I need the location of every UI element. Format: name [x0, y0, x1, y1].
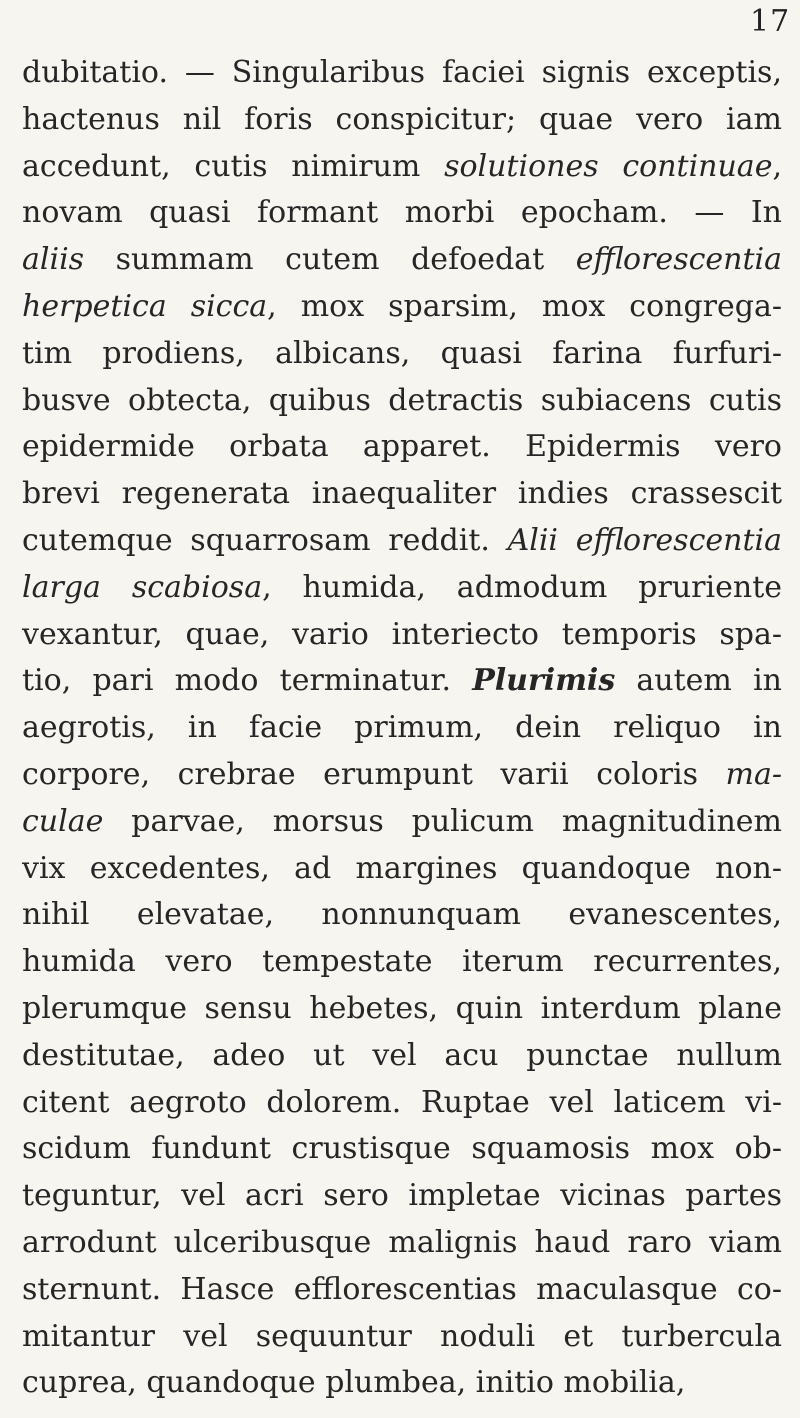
- text-line: [22, 1267, 782, 1314]
- text-line: [22, 518, 782, 565]
- text-segment: busve obtecta, quibus detractis subiacens cutis: [22, 382, 782, 418]
- text-segment: sternunt. Hasce efflorescentias maculasque co-: [22, 1271, 782, 1307]
- text-line: [22, 331, 782, 378]
- text-line: [22, 144, 782, 191]
- emphasized-text: culae: [22, 803, 104, 839]
- text-segment: nihil elevatae, nonnunquam evanescentes,: [22, 897, 782, 933]
- text-line: [22, 1360, 782, 1407]
- text-segment: tim prodiens, albicans, quasi farina furfuri-: [22, 335, 782, 371]
- emphasized-text: Alii: [507, 522, 559, 558]
- text-segment: brevi regenerata inaequaliter indies crassescit: [22, 476, 782, 512]
- text-segment: destitutae, adeo ut vel acu punctae nullum: [22, 1037, 782, 1073]
- page-number: 17: [750, 4, 791, 39]
- text-segment: novam quasi formant morbi epocham. — In: [22, 195, 782, 231]
- text-segment: aegrotis, in facie primum, dein reliquo in: [22, 710, 782, 746]
- text-segment: hactenus nil foris conspicitur; quae vero iam: [22, 101, 782, 137]
- text-line: [22, 939, 782, 986]
- text-line: [22, 705, 782, 752]
- text-segment: summam cutem defoedat: [84, 242, 576, 278]
- text-segment: ,: [772, 148, 782, 184]
- text-segment: , humida, admodum pruriente: [262, 569, 782, 605]
- text-segment: scidum fundunt crustisque squamosis mox ob-: [22, 1131, 782, 1167]
- emphasized-text: larga scabiosa: [22, 569, 263, 605]
- text-line: [22, 612, 782, 659]
- text-line: [22, 1173, 782, 1220]
- text-segment: accedunt, cutis nimirum: [22, 148, 445, 184]
- text-line: [22, 284, 782, 331]
- text-line: [22, 471, 782, 518]
- text-line: [22, 846, 782, 893]
- text-line: [22, 97, 782, 144]
- emphasized-text: aliis: [22, 242, 85, 278]
- emphasized-text: ma-: [725, 756, 782, 792]
- emphasized-text: Plurimis: [472, 663, 616, 699]
- body-text: [22, 50, 782, 1407]
- text-segment: teguntur, vel acri sero impletae vicinas partes: [22, 1178, 782, 1214]
- text-segment: tio, pari modo terminatur.: [22, 663, 473, 699]
- text-line: [22, 1033, 782, 1080]
- text-segment: citent aegroto dolorem. Ruptae vel laticem vi-: [22, 1084, 782, 1120]
- text-segment: vix excedentes, ad margines quandoque non-: [22, 850, 782, 886]
- emphasized-text: efflorescentia: [575, 242, 782, 278]
- text-line: [22, 1126, 782, 1173]
- text-line: [22, 799, 782, 846]
- text-line: [22, 752, 782, 799]
- text-line: [22, 424, 782, 471]
- emphasized-text: efflorescentia: [575, 522, 782, 558]
- emphasized-text: solutiones continuae: [444, 148, 773, 184]
- text-segment: dubitatio. — Singularibus faciei signis exceptis,: [22, 55, 782, 90]
- text-line: [22, 1080, 782, 1127]
- text-line: [22, 50, 782, 97]
- text-segment: corpore, crebrae erumpunt varii coloris: [22, 756, 726, 792]
- text-segment: mitantur vel sequuntur noduli et turbercula: [22, 1318, 782, 1354]
- text-line: [22, 237, 782, 284]
- text-segment: cuprea, quandoque plumbea, initio mobilia,: [22, 1365, 686, 1401]
- text-segment: plerumque sensu hebetes, quin interdum plane: [22, 990, 782, 1026]
- text-segment: vexantur, quae, vario interiecto temporis spa-: [22, 616, 782, 652]
- emphasized-text: herpetica sicca: [22, 288, 268, 324]
- text-line: [22, 378, 782, 425]
- text-line: [22, 986, 782, 1033]
- text-segment: cutemque squarrosam reddit.: [22, 522, 508, 558]
- text-segment: epidermide orbata apparet. Epidermis vero: [22, 429, 782, 465]
- text-line: [22, 892, 782, 939]
- text-line: [22, 565, 782, 612]
- text-segment: parvae, morsus pulicum magnitudinem: [103, 803, 782, 839]
- text-line: [22, 190, 782, 237]
- text-line: [22, 1314, 782, 1361]
- text-line: [22, 1220, 782, 1267]
- text-segment: , mox sparsim, mox congrega-: [267, 288, 782, 324]
- text-line: [22, 658, 782, 705]
- text-segment: humida vero tempestate iterum recurrentes,: [22, 944, 782, 980]
- text-segment: [558, 523, 576, 558]
- text-segment: autem in: [615, 663, 782, 699]
- text-segment: arrodunt ulceribusque malignis haud raro viam: [22, 1224, 782, 1260]
